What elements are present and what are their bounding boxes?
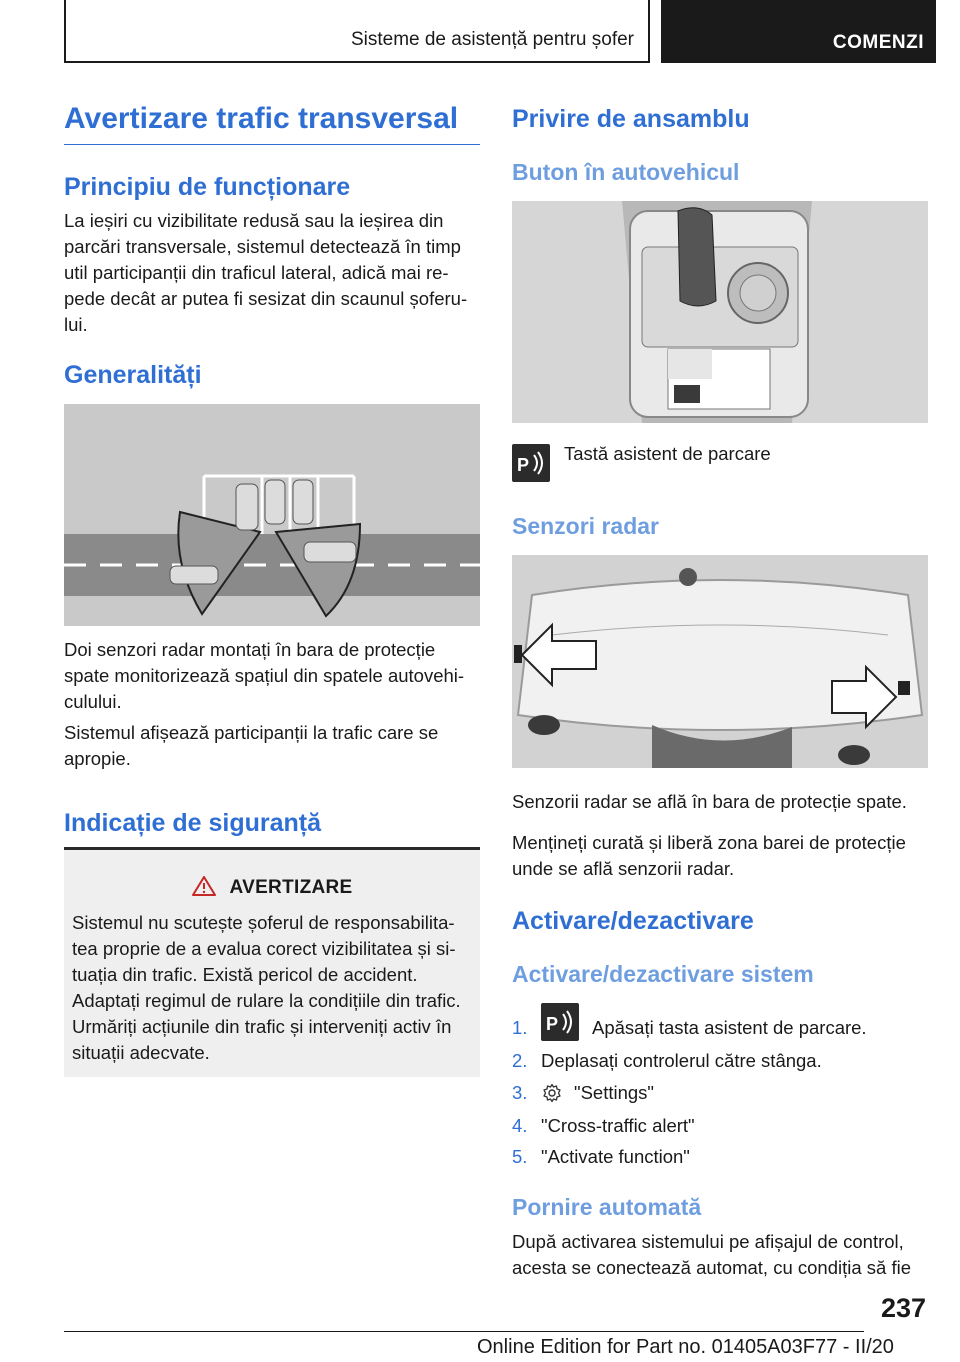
warning-triangle-icon bbox=[192, 876, 216, 896]
safety-heading: Indicație de siguranță bbox=[64, 809, 322, 837]
header-chapter-box bbox=[64, 0, 650, 63]
general-text-2 bbox=[64, 720, 480, 772]
text-line: Doi senzori radar montați în bara de protecție bbox=[64, 639, 436, 660]
warning-header bbox=[64, 876, 480, 899]
overview-heading: Privire de ansamblu bbox=[512, 105, 750, 133]
park-assist-button-icon bbox=[512, 444, 550, 482]
parking-diagram-svg bbox=[64, 404, 480, 626]
step-text: Deplasați controlerul către stânga. bbox=[541, 1050, 822, 1071]
step-2 bbox=[512, 1048, 928, 1074]
step-number: 3. bbox=[512, 1082, 528, 1103]
page-number: 237 bbox=[880, 1293, 926, 1323]
text-line: După activarea sistemului pe afișajul de control, bbox=[512, 1231, 904, 1252]
parking-illustration bbox=[64, 404, 480, 626]
auto-heading: Pornire automată bbox=[512, 1194, 702, 1220]
step-3 bbox=[512, 1080, 928, 1106]
warning-text bbox=[72, 910, 476, 1066]
text-line: tea proprie de a evalua corect vizibilitatea și si- bbox=[72, 938, 456, 959]
edition-note: Online Edition for Part no. 01405A03F77 - II/20 bbox=[477, 1336, 894, 1358]
step-text: "Activate function" bbox=[541, 1146, 690, 1167]
svg-text:P: P bbox=[517, 455, 530, 475]
text-line: pede decât ar putea fi sesizat din scaunul șoferu- bbox=[64, 288, 468, 309]
text-line: culului. bbox=[64, 691, 122, 712]
settings-gear-icon bbox=[542, 1083, 562, 1103]
section-label: COMENZI bbox=[832, 32, 924, 53]
general-heading: Generalități bbox=[64, 361, 202, 389]
principle-heading: Principiu de funcționare bbox=[64, 173, 351, 201]
radar-text-1: Senzorii radar se află în bara de protecție spate. bbox=[512, 791, 907, 812]
park-assist-button-icon bbox=[541, 1003, 579, 1041]
text-line: situații adecvate. bbox=[72, 1042, 210, 1063]
text-line: Sistemul afișează participanții la trafic care se bbox=[64, 722, 439, 743]
text-line: spate monitorizează spațiul din spatele autovehi- bbox=[64, 665, 465, 686]
text-line: lui. bbox=[64, 314, 88, 335]
text-line: parcări transversale, sistemul detectează în timp bbox=[64, 236, 461, 257]
text-line: Urmăriți acțiunile din trafic și interveniți activ în bbox=[72, 1016, 452, 1037]
svg-text:P: P bbox=[546, 1014, 559, 1034]
bumper-photo bbox=[512, 555, 928, 768]
button-caption: Tastă asistent de parcare bbox=[564, 443, 771, 464]
radar-text-2 bbox=[512, 830, 928, 882]
text-line: tuația din trafic. Există pericol de accident. bbox=[72, 964, 418, 985]
step-text: "Cross-traffic alert" bbox=[541, 1115, 695, 1136]
text-line: Mențineți curată și liberă zona barei de protecție bbox=[512, 832, 906, 853]
principle-text bbox=[64, 208, 480, 338]
radar-heading: Senzori radar bbox=[512, 513, 659, 539]
text-line: Adaptați regimul de rulare la condițiile din trafic. bbox=[72, 990, 461, 1011]
text-line: La ieșiri cu vizibilitate redusă sau la ieșirea din bbox=[64, 210, 444, 231]
text-line: util participanții din traficul lateral, adică mai re- bbox=[64, 262, 449, 283]
footer-divider bbox=[64, 1331, 864, 1332]
warning-title: AVERTIZARE bbox=[229, 877, 353, 898]
button-caption-row bbox=[512, 441, 928, 483]
text-line: apropie. bbox=[64, 748, 131, 769]
header-section-tab bbox=[661, 0, 936, 63]
step-5 bbox=[512, 1144, 928, 1170]
step-4 bbox=[512, 1113, 928, 1139]
step-number: 5. bbox=[512, 1146, 528, 1167]
step-number: 1. bbox=[512, 1017, 528, 1038]
step-1 bbox=[512, 1015, 928, 1041]
text-line: unde se află senzorii radar. bbox=[512, 858, 735, 879]
step-text: "Settings" bbox=[574, 1082, 654, 1103]
auto-text bbox=[512, 1229, 928, 1281]
text-line: acesta se conectează automat, cu condiția să fie bbox=[512, 1257, 912, 1278]
activation-heading: Activare/dezactivare bbox=[512, 907, 754, 935]
page-title: Avertizare trafic transversal bbox=[64, 100, 480, 145]
step-text: Apăsați tasta asistent de parcare. bbox=[592, 1017, 867, 1038]
step-number: 2. bbox=[512, 1050, 528, 1071]
chapter-title: Sisteme de asistență pentru șofer bbox=[350, 29, 634, 50]
general-text-1 bbox=[64, 637, 480, 715]
console-svg bbox=[512, 201, 928, 423]
activation-subheading: Activare/dezactivare sistem bbox=[512, 961, 814, 987]
warning-box bbox=[64, 847, 480, 1077]
bumper-svg bbox=[512, 555, 928, 768]
console-photo bbox=[512, 201, 928, 423]
button-heading: Buton în autovehicul bbox=[512, 159, 740, 185]
step-number: 4. bbox=[512, 1115, 528, 1136]
text-line: Sistemul nu scutește șoferul de responsabilita- bbox=[72, 912, 455, 933]
